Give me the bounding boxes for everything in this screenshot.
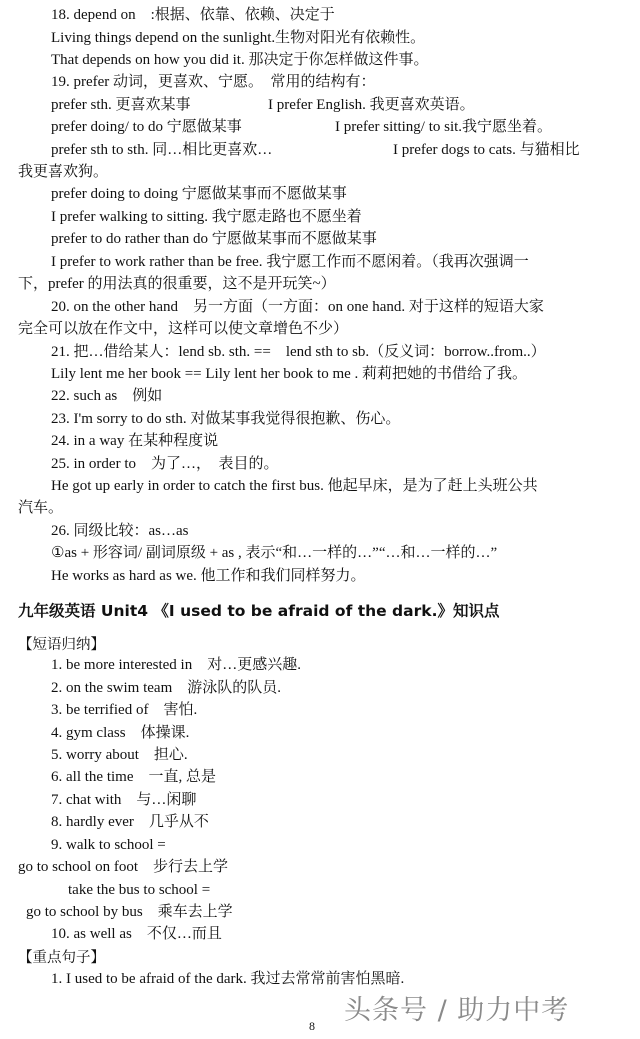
text-line: That depends on how you did it. 那决定于你怎样做这件事。 — [51, 52, 429, 68]
text-line: I prefer to work rather than be free. 我宁愿工作而不愿闲着。（我再次强调一 — [51, 254, 529, 270]
text-line: 汽车。 — [18, 500, 64, 516]
phrase-item: 5. worry about 担心. — [51, 747, 188, 763]
phrase-item: go to school by bus 乘车去上学 — [26, 904, 233, 920]
text-line: prefer doing to doing 宁愿做某事而不愿做某事 — [51, 186, 347, 202]
text-line: I prefer sitting/ to sit.我宁愿坐着。 — [335, 119, 553, 135]
text-line: 完全可以放在作文中，这样可以使文章增色不少） — [18, 321, 349, 337]
phrase-item: 6. all the time 一直, 总是 — [51, 769, 216, 785]
text-line: He got up early in order to catch the first bus. 他起早床，是为了赶上头班公共 — [51, 478, 538, 494]
phrase-item: 3. be terrified of 害怕. — [51, 702, 198, 718]
phrase-item: go to school on foot 步行去上学 — [18, 859, 228, 875]
phrase-item: 8. hardly ever 几乎从不 — [51, 814, 209, 830]
text-line: 下，prefer 的用法真的很重要，这不是开玩笑~） — [18, 276, 336, 292]
text-line: ①as + 形容词/ 副词原级 + as , 表示“和…一样的…”“…和…一样的…” — [51, 545, 498, 561]
phrase-item: 1. be more interested in 对…更感兴趣. — [51, 657, 301, 673]
text-line: Living things depend on the sunlight.生物对阳光有依赖性。 — [51, 30, 426, 46]
text-line: 我更喜欢狗。 — [18, 164, 109, 180]
text-line: 22. such as 例如 — [51, 388, 163, 404]
text-line: 18. depend on :根据、依靠、依赖、决定于 — [51, 7, 335, 23]
text-line: 20. on the other hand 另一方面（一方面：on one hand. 对于这样的短语大家 — [51, 299, 544, 315]
sentences-header: 【重点句子】 — [18, 950, 105, 966]
phrase-item: 10. as well as 不仅…而且 — [51, 926, 222, 942]
phrase-item: 4. gym class 体操课. — [51, 725, 190, 741]
phrases-header: 【短语归纳】 — [18, 637, 105, 653]
phrase-item: 7. chat with 与…闲聊 — [51, 792, 197, 808]
text-line: prefer to do rather than do 宁愿做某事而不愿做某事 — [51, 231, 377, 247]
phrase-item: 2. on the swim team 游泳队的队员. — [51, 680, 281, 696]
text-line: 19. prefer 动词，更喜欢、宁愿。 常用的结构有： — [51, 74, 376, 90]
text-line: 21. 把…借给某人：lend sb. sth. == lend sth to sb.（反义词：borrow..from..） — [51, 344, 546, 360]
text-line: 23. I'm sorry to do sth. 对做某事我觉得很抱歉、伤心。 — [51, 411, 401, 427]
sentence-item: 1. I used to be afraid of the dark. 我过去常常前害怕黑暗. — [51, 971, 405, 987]
text-line: prefer sth. 更喜欢某事 — [51, 97, 191, 113]
text-line: prefer sth to sth. 同…相比更喜欢… — [51, 142, 273, 158]
phrase-item: 9. walk to school = — [51, 837, 166, 853]
text-line: Lily lent me her book == Lily lent her book to me . 莉莉把她的书借给了我。 — [51, 366, 528, 382]
text-line: I prefer walking to sitting. 我宁愿走路也不愿坐着 — [51, 209, 362, 225]
phrase-item: take the bus to school = — [68, 882, 211, 898]
text-line: 26. 同级比较：as…as — [51, 523, 189, 539]
text-line: I prefer English. 我更喜欢英语。 — [268, 97, 475, 113]
text-line: prefer doing/ to do 宁愿做某事 — [51, 119, 242, 135]
text-line: 24. in a way 在某种程度说 — [51, 433, 219, 449]
watermark: 头条号 / 助力中考 — [344, 995, 570, 1026]
text-line: I prefer dogs to cats. 与猫相比 — [393, 142, 580, 158]
unit-title: 九年级英语 Unit4 《I used to be afraid of the dark.》知识点 — [18, 602, 500, 620]
page-number: 8 — [309, 1019, 315, 1033]
text-line: He works as hard as we. 他工作和我们同样努力。 — [51, 568, 366, 584]
text-line: 25. in order to 为了…， 表目的。 — [51, 456, 279, 472]
